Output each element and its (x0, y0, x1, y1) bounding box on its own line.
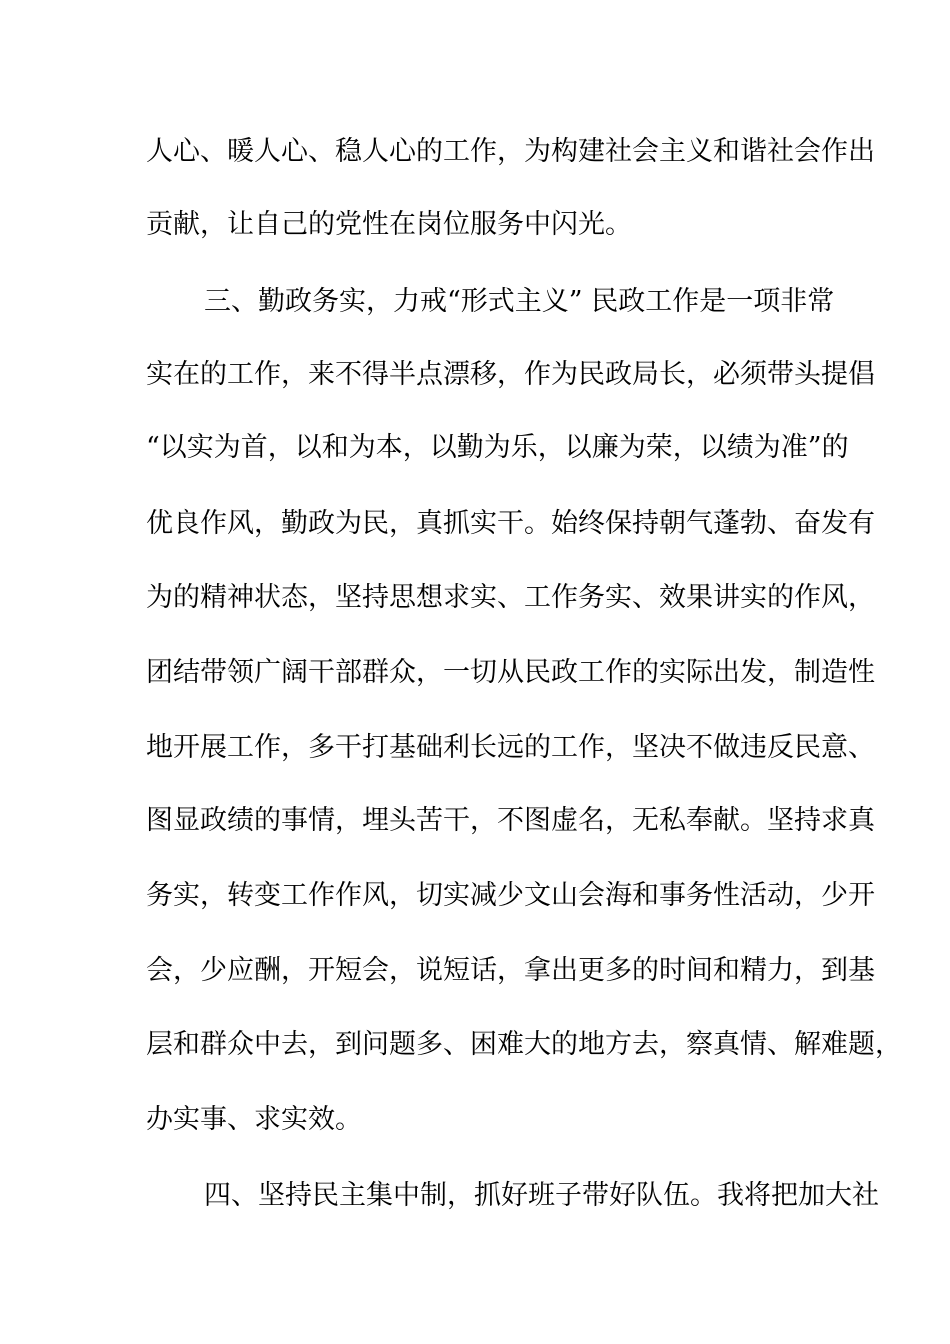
text-line: 地开展工作，多干打基础利长远的工作，坚决不做违反民意、 (146, 732, 875, 763)
text-line: 优良作风，勤政为民，真抓实干。始终保持朝气蓬勃、奋发有 (146, 508, 875, 539)
text-line: 贡献，让自己的党性在岗位服务中闪光。 (146, 209, 632, 240)
text-line: 团结带领广阔干部群众，一切从民政工作的实际出发，制造性 (146, 657, 875, 688)
section-heading-line: 四、坚持民主集中制，抓好班子带好队伍。我将把加大社 (204, 1180, 879, 1211)
text-line: 实在的工作，来不得半点漂移，作为民政局长，必须带头提倡 (146, 359, 875, 390)
section-heading-line: 三、勤政务实，力戒“形式主义” 民政工作是一项非常 (204, 286, 835, 317)
text-line: 务实，转变工作作风，切实减少文山会海和事务性活动，少开 (146, 880, 875, 911)
text-line: 人心、暖人心、稳人心的工作，为构建社会主义和谐社会作出 (146, 136, 875, 167)
text-line: 层和群众中去，到问题多、困难大的地方去，察真情、解难题， (146, 1029, 902, 1060)
text-line: 会，少应酬，开短会，说短话，拿出更多的时间和精力，到基 (146, 955, 875, 986)
text-line: 图显政绩的事情，埋头苦干，不图虚名，无私奉献。坚持求真 (146, 805, 875, 836)
text-line: 办实事、求实效。 (146, 1104, 362, 1135)
text-line: “以实为首，以和为本，以勤为乐，以廉为荣，以绩为准”的 (146, 432, 849, 463)
text-line: 为的精神状态，坚持思想求实、工作务实、效果讲实的作风， (146, 582, 875, 613)
